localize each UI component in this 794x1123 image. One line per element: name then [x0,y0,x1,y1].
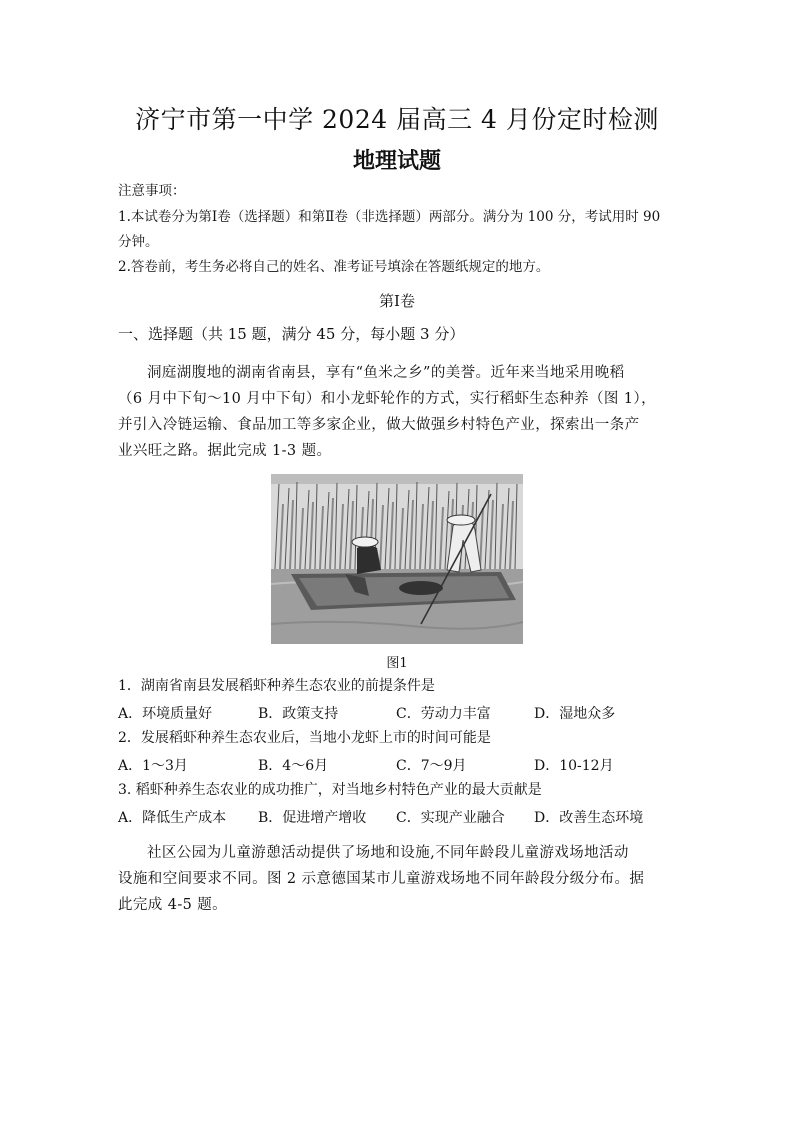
option-d: D．湿地众多 [534,706,616,722]
notice-heading: 注意事项： [118,183,186,199]
option-c: C．实现产业融合 [396,810,505,826]
question-2-stem: 2．发展稻虾种养生态农业后，当地小龙虾上市的时间可能是 [118,730,491,746]
option-b: B．4～6月 [258,758,329,774]
passage-2-line: 此完成 4-5 题。 [118,897,228,913]
figure-1-caption: 图1 [386,656,408,671]
part-heading: 一、选择题（共 15 题，满分 45 分，每小题 3 分） [118,325,465,343]
option-d: D．10-12月 [534,758,614,774]
option-b: B．政策支持 [258,706,339,722]
option-a: A．1～3月 [118,758,188,774]
option-a: A．环境质量好 [118,706,213,722]
question-1-stem: 1．湖南省南县发展稻虾种养生态农业的前提条件是 [118,678,435,694]
option-d: D．改善生态环境 [534,810,644,826]
passage-1-line: 并引入冷链运输、食品加工等多家企业，做大做强乡村特色产业，探索出一条产 [118,417,640,433]
option-c: C．劳动力丰富 [396,706,491,722]
passage-1-line: 业兴旺之路。据此完成 1-3 题。 [118,443,332,459]
passage-2 [118,840,680,918]
option-c: C．7～9月 [396,758,467,774]
rice-shrimp-farming-photo [271,474,523,644]
notice-item-1: 1.本试卷分为第Ⅰ卷（选择题）和第Ⅱ卷（非选择题）两部分。满分为 100 分，考试用时 90 [118,209,661,225]
passage-2-line: 设施和空间要求不同。图 2 示意德国某市儿童游戏场地不同年龄段分级分布。据 [118,871,645,887]
question-3-stem: 3. 稻虾种养生态农业的成功推广，对当地乡村特色产业的最大贡献是 [118,782,542,798]
notice-item-1-cont: 分钟。 [118,234,159,250]
exam-title: 济宁市第一中学 2024 届高三 4 月份定时检测 [135,105,659,134]
option-b: B．促进增产增收 [258,810,367,826]
volume-heading: 第Ⅰ卷 [379,292,415,310]
passage-2-line: 社区公园为儿童游憩活动提供了场地和设施,不同年龄段儿童游戏场地活动 [147,845,629,861]
passage-1-line: （6 月中下旬～10 月中下旬）和小龙虾轮作的方式，实行稻虾生态种养（图 1）， [118,391,656,407]
notice-item-2: 2.答卷前，考生务必将自己的姓名、准考证号填涂在答题纸规定的地方。 [118,259,550,275]
subject-title: 地理试题 [352,148,441,174]
option-a: A．降低生产成本 [118,810,227,826]
passage-1-line: 洞庭湖腹地的湖南省南县，享有“鱼米之乡”的美誉。近年来当地采用晚稻 [147,365,625,381]
passage-1 [118,360,680,464]
